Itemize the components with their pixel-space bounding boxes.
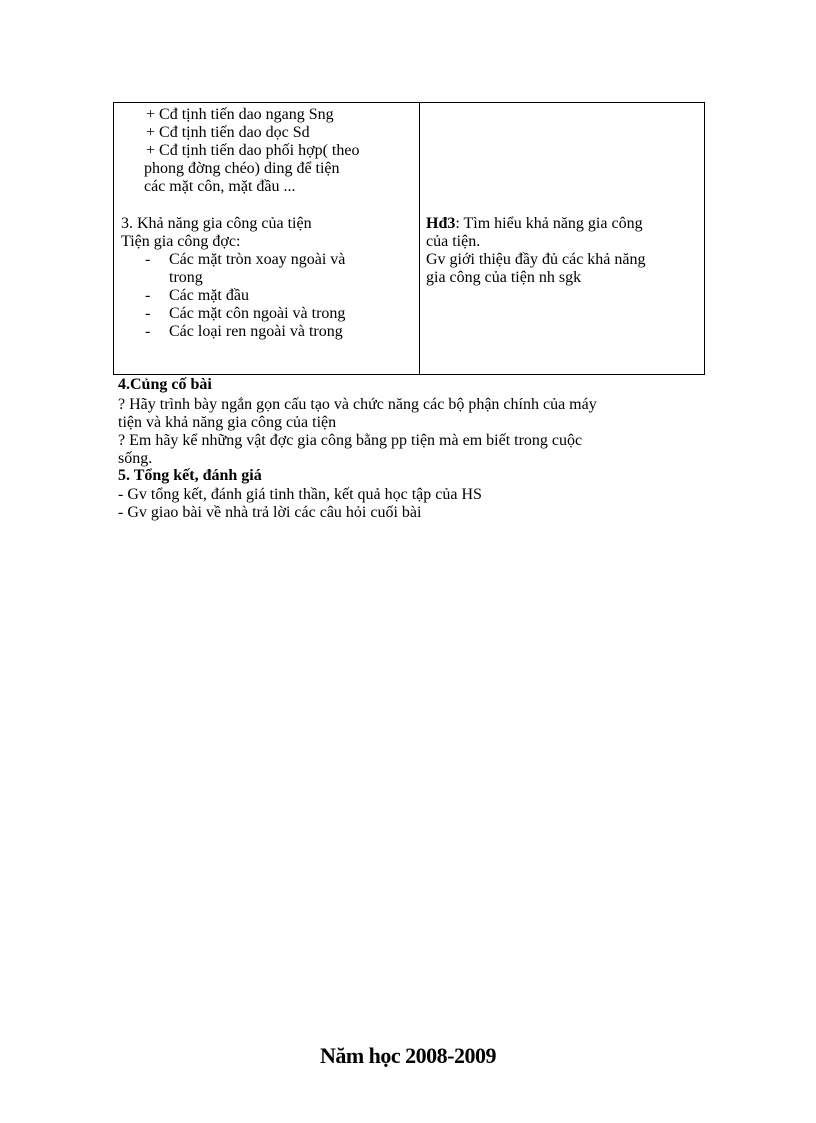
capability-intro: Tiện gia công đợc: — [121, 233, 241, 250]
section-4-line-2: tiện và khả năng gia công của tiện — [118, 414, 337, 431]
section-5-line-1: - Gv tổng kết, đánh giá tinh thần, kết quả học tập của HS — [118, 486, 482, 503]
section-4-line-4: sống. — [118, 450, 153, 467]
plus-line-2: + Cđ tịnh tiến dao dọc Sd — [146, 124, 310, 141]
bullet-item-4: Các loại ren ngoài và trong — [169, 323, 343, 340]
capability-heading: 3. Khả năng gia công của tiện — [121, 215, 312, 232]
activity-label: Hđ3 — [426, 215, 456, 232]
plus-line-3: + Cđ tịnh tiến dao phối hợp( theo — [146, 142, 360, 159]
bullet-dash-2: - — [145, 287, 151, 304]
table-right-column — [420, 103, 704, 374]
activity-line-1 — [426, 215, 643, 233]
school-year-footer: Năm học 2008-2009 — [319, 1043, 497, 1068]
bullet-item-1: Các mặt tròn xoay ngoài và — [169, 251, 346, 268]
bullet-dash-3: - — [145, 305, 151, 322]
activity-title: : Tìm hiểu khả năng gia công — [455, 215, 643, 232]
activity-line-2: của tiện. — [426, 233, 481, 250]
table-left-column — [114, 103, 420, 374]
section-4-line-1: ? Hãy trình bày ngắn gọn cấu tạo và chức năng các bộ phận chính của máy — [118, 396, 597, 413]
plus-line-5: các mặt côn, mặt đầu ... — [144, 178, 296, 195]
section-4-title: 4.Củng cố bài — [118, 376, 212, 393]
section-5-line-2: - Gv giao bài về nhà trả lời các câu hỏi cuối bài — [118, 504, 422, 521]
bullet-dash-4: - — [145, 323, 151, 340]
section-5-title: 5. Tổng kết, đánh giá — [118, 467, 262, 484]
bullet-item-2: Các mặt đầu — [169, 287, 249, 304]
bullet-dash-1: - — [145, 251, 151, 268]
activity-line-4: gia công của tiện nh sgk — [426, 269, 582, 286]
bullet-item-3: Các mặt côn ngoài và trong — [169, 305, 346, 322]
activity-line-3: Gv giới thiệu đầy đủ các khả năng — [426, 251, 646, 268]
section-4-line-3: ? Em hãy kể những vật đợc gia công bằng pp tiện mà em biết trong cuộc — [118, 432, 583, 449]
bullet-item-1-cont: trong — [169, 269, 203, 286]
lesson-table — [113, 102, 705, 375]
plus-line-1: + Cđ tịnh tiến dao ngang Sng — [146, 106, 334, 123]
plus-line-4: phong đờng chéo) ding để tiện — [144, 160, 340, 177]
